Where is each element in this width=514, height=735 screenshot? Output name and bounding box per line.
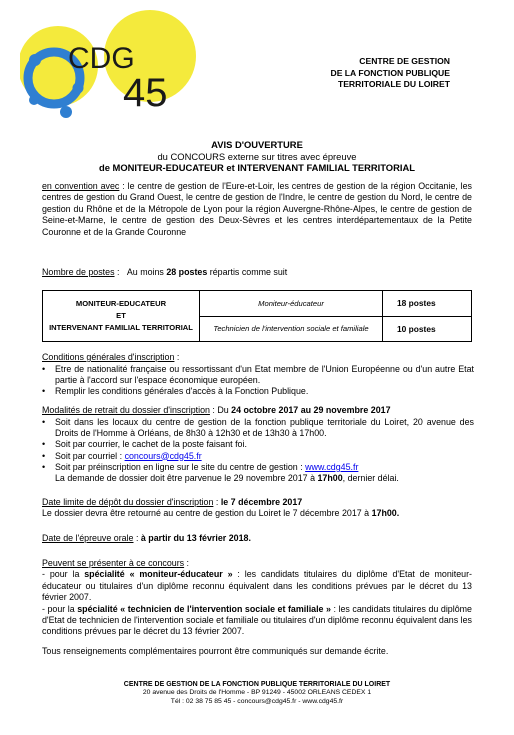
title-line: AVIS D'OUVERTURE — [211, 139, 303, 150]
depot-date: le 7 décembre 2017 — [220, 497, 303, 507]
oral-date: à partir du 13 février 2018. — [140, 533, 251, 543]
depot-sep: : — [213, 497, 221, 507]
deadline-suffix: , dernier délai. — [342, 473, 399, 484]
specialty-name: spécialité « technicien de l'intervention sociale et familiale » — [77, 603, 331, 614]
eligibility-text: : les candidats titulaires du diplôme d'Etat de moniteur-éducateur ou titulaires d'un diplôme reconnu équivalent dans les conditions prévues par le décret du 13 février 2007. — [42, 569, 472, 603]
retrait-heading — [42, 405, 472, 416]
table-cell-label: Moniteur-éducateur — [200, 291, 383, 317]
retrait-list — [42, 417, 474, 484]
oral-line — [42, 533, 472, 544]
table-cell-value — [383, 291, 472, 317]
deadline-text: La demande de dossier doit être parvenue le 29 novembre 2017 à — [55, 473, 318, 484]
eligibility-text: - pour la — [42, 569, 85, 580]
list-item-text: Remplir les conditions générales d'accès à la Fonction Publique. — [55, 386, 309, 397]
table-cell-specialties — [43, 291, 200, 342]
eligibility-sep: : — [184, 558, 190, 568]
depot-line — [42, 508, 472, 519]
list-item-text: Soit par courriel : — [55, 450, 125, 461]
notice-title — [0, 139, 514, 174]
cdg45-logo — [20, 8, 200, 128]
list-item — [42, 451, 474, 462]
eligibility-text: - pour la — [42, 603, 78, 614]
depot-heading-text: Date limite de dépôt du dossier d'inscription — [42, 497, 214, 507]
bullet-icon: • — [42, 461, 46, 472]
retrait-sep: : Du — [209, 405, 232, 415]
footer-line: CENTRE DE GESTION DE LA FONCTION PUBLIQUE TERRITORIALE DU LOIRET — [123, 681, 391, 688]
logo-text-cdg: CDG — [68, 42, 135, 75]
logo-blue-node — [73, 83, 84, 94]
website-link[interactable]: www.cdg45.fr — [305, 461, 359, 472]
posts-label: Nombre de postes — [42, 267, 115, 277]
organization-header — [250, 56, 450, 91]
conditions-heading — [42, 352, 472, 363]
title-line: de MONITEUR-EDUCATEUR et INTERVENANT FAMILIAL TERRITORIAL — [99, 162, 415, 173]
bullet-icon: • — [42, 386, 46, 397]
table-cell-label: Technicien de l'intervention sociale et familiale — [200, 316, 383, 342]
posts-count: 28 postes — [166, 267, 208, 277]
eligibility-section — [42, 558, 472, 638]
posts-sep: : — [114, 267, 120, 277]
list-item-text: Etre de nationalité française ou ressortissant d'un Etat membre de l'Union Européenne ou d'un autre Etat partie à l'accord sur l'espace économique européen. — [55, 364, 474, 386]
footer-line: 20 avenue des Droits de l'Homme - BP 91249 - 45002 ORLEANS CEDEX 1 — [142, 689, 372, 697]
logo-blue-node — [29, 54, 41, 66]
posts-suffix: répartis comme suit — [207, 267, 288, 277]
retrait-heading-text: Modalités de retrait du dossier d'inscription — [42, 405, 210, 415]
conditions-list — [42, 364, 474, 398]
list-item-text: Soit par courrier, le cachet de la poste faisant foi. — [55, 439, 247, 450]
convention-label: en convention avec — [42, 181, 120, 191]
list-item-text: Soit par préinscription en ligne sur le site du centre de gestion : — [55, 461, 306, 472]
header-line: CENTRE DE GESTION — [359, 56, 450, 66]
logo-text-45: 45 — [123, 71, 168, 115]
list-item-text: Soit dans les locaux du centre de gestion de la fonction publique territoriale du Loiret, 20 avenue des Droits de l'Homme à Orléans, de 8h30 à 12h30 et de 13h30 à 17h00. — [55, 417, 474, 439]
list-item — [42, 386, 474, 397]
table-text: INTERVENANT FAMILIAL TERRITORIAL — [49, 323, 193, 332]
closing-line: Tous renseignements complémentaires pourront être communiqués sur demande écrite. — [42, 646, 389, 656]
header-line: TERRITORIALE DU LOIRET — [337, 79, 450, 89]
list-item — [42, 439, 474, 450]
eligibility-paragraph — [42, 604, 472, 638]
depot-heading — [42, 497, 472, 508]
conditions-heading-text: Conditions générales d'inscription — [42, 352, 175, 362]
bullet-icon: • — [42, 417, 46, 427]
footer-line: Tél : 02 38 75 85 45 - concours@cdg45.fr - www.cdg45.fr — [170, 697, 344, 705]
bullet-icon: • — [42, 439, 46, 450]
depot-section — [42, 497, 472, 520]
bullet-icon: • — [42, 364, 46, 374]
posts-prefix: Au moins — [126, 267, 167, 277]
email-link[interactable]: concours@cdg45.fr — [124, 450, 202, 461]
posts-line — [42, 267, 472, 278]
eligibility-text: : les candidats titulaires du diplôme d'Etat de technicien de l'intervention sociale et familiale ou titulaires d'un diplôme reconnu équivalent dans les conditions prévues par le décret du 13 février 2007. — [42, 603, 472, 637]
list-item — [42, 417, 474, 439]
convention-paragraph — [42, 181, 472, 238]
eligibility-heading-text: Peuvent se présenter à ce concours — [42, 558, 185, 568]
table-text: ET — [116, 311, 126, 320]
table-cell-value — [383, 316, 472, 342]
retrait-dates: 24 octobre 2017 au 29 novembre 2017 — [231, 405, 391, 415]
convention-text: : le centre de gestion de l'Eure-et-Loir, les centres de gestion de la région Occitanie, les centres de gestion du Grand Ouest, le centre de gestion de l'Indre, le centre de gestion du Nord, le centre de gestion du Rhône et de la Métropole de Lyon pour la région Auvergne-Rhône-Alpes, le centre de gestion de Seine-et-Marne, le centre de gestion des Deux-Sèvres et les centres interdépartementaux de la Petite Couronne et de la Grande Couronne — [42, 181, 472, 237]
list-item — [42, 364, 474, 386]
eligibility-heading — [42, 558, 472, 569]
logo-blue-node — [29, 95, 39, 105]
oral-heading: Date de l'épreuve orale — [42, 533, 134, 543]
bullet-icon: • — [42, 450, 46, 461]
oral-sep: : — [133, 533, 141, 543]
list-item — [42, 462, 474, 473]
table-row — [43, 291, 472, 317]
footer — [0, 681, 514, 706]
table-value: 10 postes — [397, 323, 436, 334]
posts-table — [42, 290, 472, 342]
depot-time: 17h00. — [371, 508, 400, 519]
title-line: du CONCOURS externe sur titres avec épreuve — [157, 150, 357, 162]
specialty-name: spécialité « moniteur-éducateur » — [84, 569, 233, 580]
deadline-line — [42, 473, 474, 484]
table-value: 18 postes — [397, 298, 436, 309]
table-text: MONITEUR-EDUCATEUR — [75, 299, 167, 308]
eligibility-paragraph — [42, 569, 472, 603]
depot-text: Le dossier devra être retourné au centre de gestion du Loiret le 7 décembre 2017 à — [42, 508, 372, 519]
deadline-time: 17h00 — [317, 473, 343, 484]
header-line: DE LA FONCTION PUBLIQUE — [330, 67, 450, 78]
logo-blue-node — [60, 106, 72, 118]
conditions-sep: : — [174, 352, 180, 362]
